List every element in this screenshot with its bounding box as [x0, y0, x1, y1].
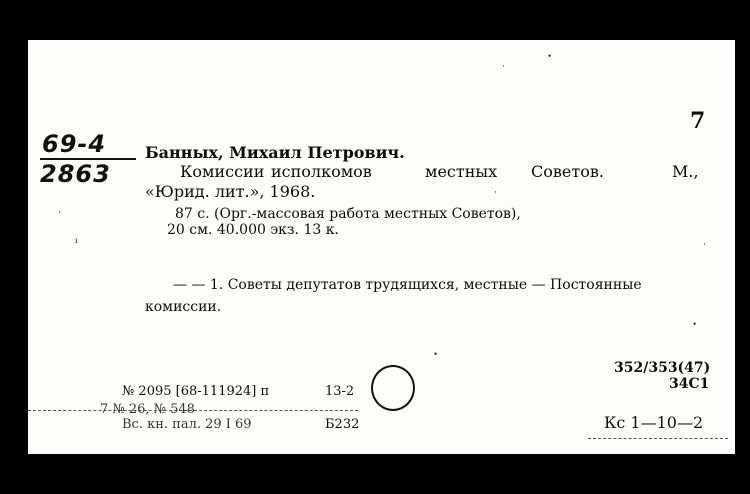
catalog-card: [28, 40, 735, 454]
scan-border-top: [0, 0, 750, 40]
order-code: 13-2: [325, 384, 355, 399]
page-number: 7: [690, 108, 706, 134]
bottom-rule: [588, 438, 728, 439]
kc-code: Кс 1—10—2: [604, 413, 704, 432]
title-word-3: местных: [425, 162, 498, 181]
subject-line-2: комиссии.: [145, 299, 222, 315]
speck: •: [693, 319, 697, 329]
classification-line-1: 352/353(47): [614, 360, 711, 376]
subject-line-1: — — 1. Советы депутатов трудящихся, местные — Постоянные: [173, 277, 642, 293]
author-heading: Банных, Михаил Петрович.: [145, 143, 405, 162]
speck: ·: [494, 187, 497, 197]
order-line: № 2095 [68-111924] п: [122, 384, 270, 399]
title-word-2: исполкомов: [271, 162, 372, 181]
title-word-5: М.,: [672, 162, 699, 181]
signed-code: Б232: [325, 417, 360, 432]
speck: •: [434, 349, 438, 359]
speck: ı: [75, 235, 78, 245]
shelfmark-line2: 2863: [40, 160, 111, 188]
scan-border-right: [735, 0, 750, 494]
title-word-4: Советов.: [531, 162, 604, 181]
scan-border-bottom: [0, 454, 750, 494]
description-line-2: 20 см. 40.000 экз. 13 к.: [167, 222, 339, 238]
title-word-1: Комиссии: [180, 162, 265, 181]
handwritten-number: 7 № 26, № 548: [100, 402, 195, 417]
classification-line-2: 34С1: [669, 376, 710, 392]
circular-stamp: [371, 365, 415, 411]
speck: ·: [502, 61, 505, 71]
description-line-1: 87 с. (Орг.-массовая работа местных Советов),: [175, 206, 521, 222]
title-line-2: «Юрид. лит.», 1968.: [145, 182, 316, 201]
signed-line: Вс. кн. пал. 29 I 69: [122, 417, 252, 432]
shelfmark-line1: 69-4: [42, 130, 107, 158]
speck: ·: [703, 239, 706, 249]
speck: ·: [58, 207, 61, 217]
speck: •: [548, 51, 552, 61]
